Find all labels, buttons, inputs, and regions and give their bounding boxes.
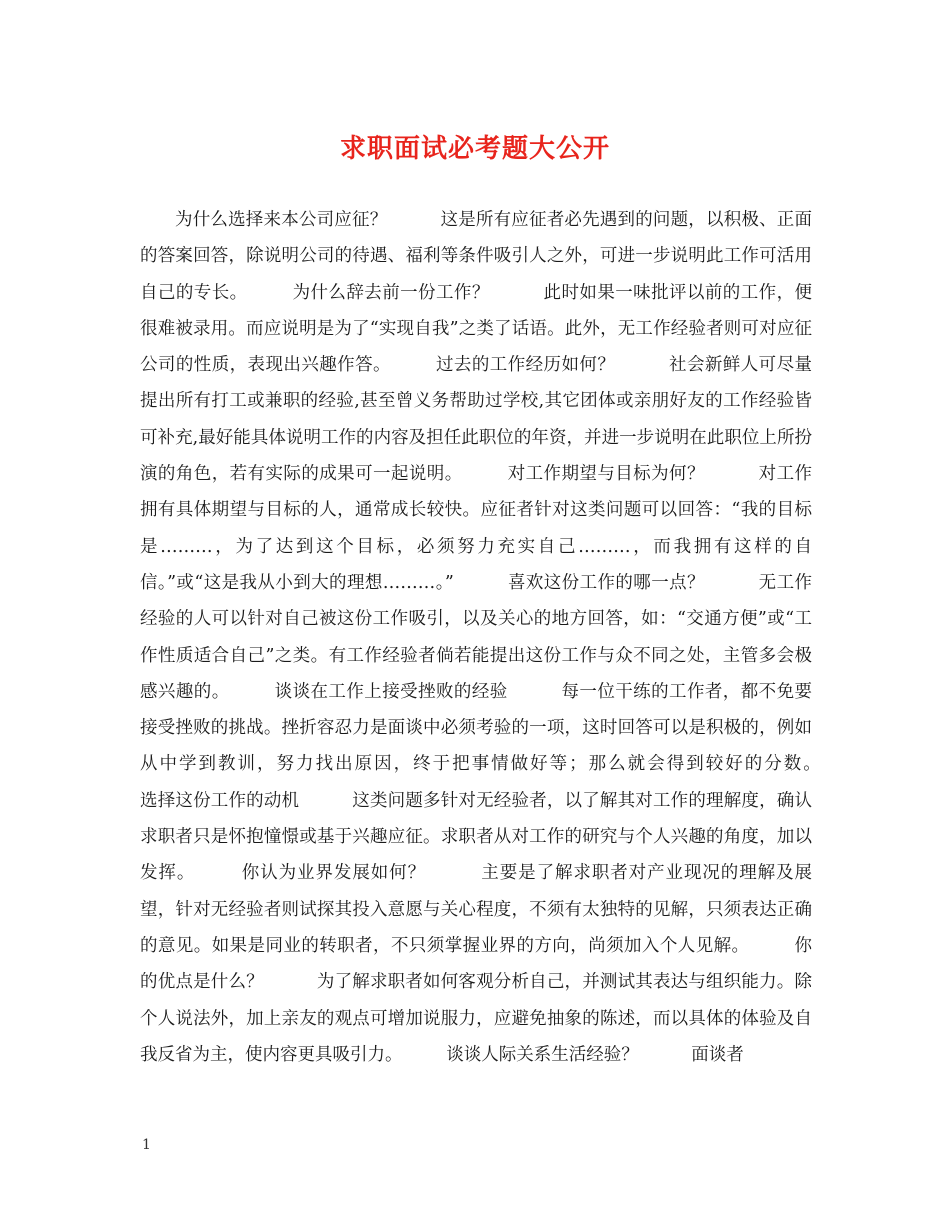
- document-title: 求职面试必考题大公开: [339, 134, 610, 164]
- page-number: 1: [142, 1137, 151, 1153]
- document-body: 为什么选择来本公司应征？ 这是所有应征者必先遇到的问题，以积极、正面的答案回答，除说明公司的待遇、福利等条件吸引人之外，可进一步说明此工作可活用自己的专长。 为什么辞去前一份工作？ 此时如果一味批评以前的工作，便很难被录用。而应说明是为了“实现自我”之类了话语。此外，无工作经验者则可对应征公司的性质，表现出兴趣作答。 过去的工作经历如何？ 社会新鲜人可尽量提出所有打工或兼职的经验,甚至曾义务帮助过学校,其它团体或亲朋好友的工作经验皆可补充,最好能具体说明工作的内容及担任此职位的年资，并进一步说明在此职位上所扮演的角色，若有实际的成果可一起说明。 对工作期望与目标为何？ 对工作拥有具体期望与目标的人，通常成长较快。应征者针对这类问题可以回答：“我的目标是………，为了达到这个目标，必须努力充实自己………，而我拥有这样的自信。”或“这是我从小到大的理想………。” 喜欢这份工作的哪一点？ 无工作经验的人可以针对自己被这份工作吸引，以及关心的地方回答，如：“交通方便”或“工作性质适合自己”之类。有工作经验者倘若能提出这份工作与众不同之处，主管多会极感兴趣的。 谈谈在工作上接受挫败的经验 每一位干练的工作者，都不免要接受挫败的挑战。挫折容忍力是面谈中必须考验的一项，这时回答可以是积极的，例如从中学到教训，努力找出原因，终于把事情做好等；那么就会得到较好的分数。 选择这份工作的动机 这类问题多针对无经验者，以了解其对工作的理解度，确认求职者只是怀抱憧憬或基于兴趣应征。求职者从对工作的研究与个人兴趣的角度，加以发挥。 你认为业界发展如何？ 主要是了解求职者对产业现况的理解及展望，针对无经验者则试探其投入意愿与关心程度，不须有太独特的见解，只须表达正确的意见。如果是同业的转职者，不只须掌握业界的方向，尚须加入个人见解。 你的优点是什么？ 为了解求职者如何客观分析自己，并测试其表达与组织能力。除个人说法外，加上亲友的观点可增加说服力，应避免抽象的陈述，而以具体的体验及自我反省为主，使内容更具吸引力。 谈谈人际关系生活经验？ 面谈者: [140, 210, 865, 1065]
